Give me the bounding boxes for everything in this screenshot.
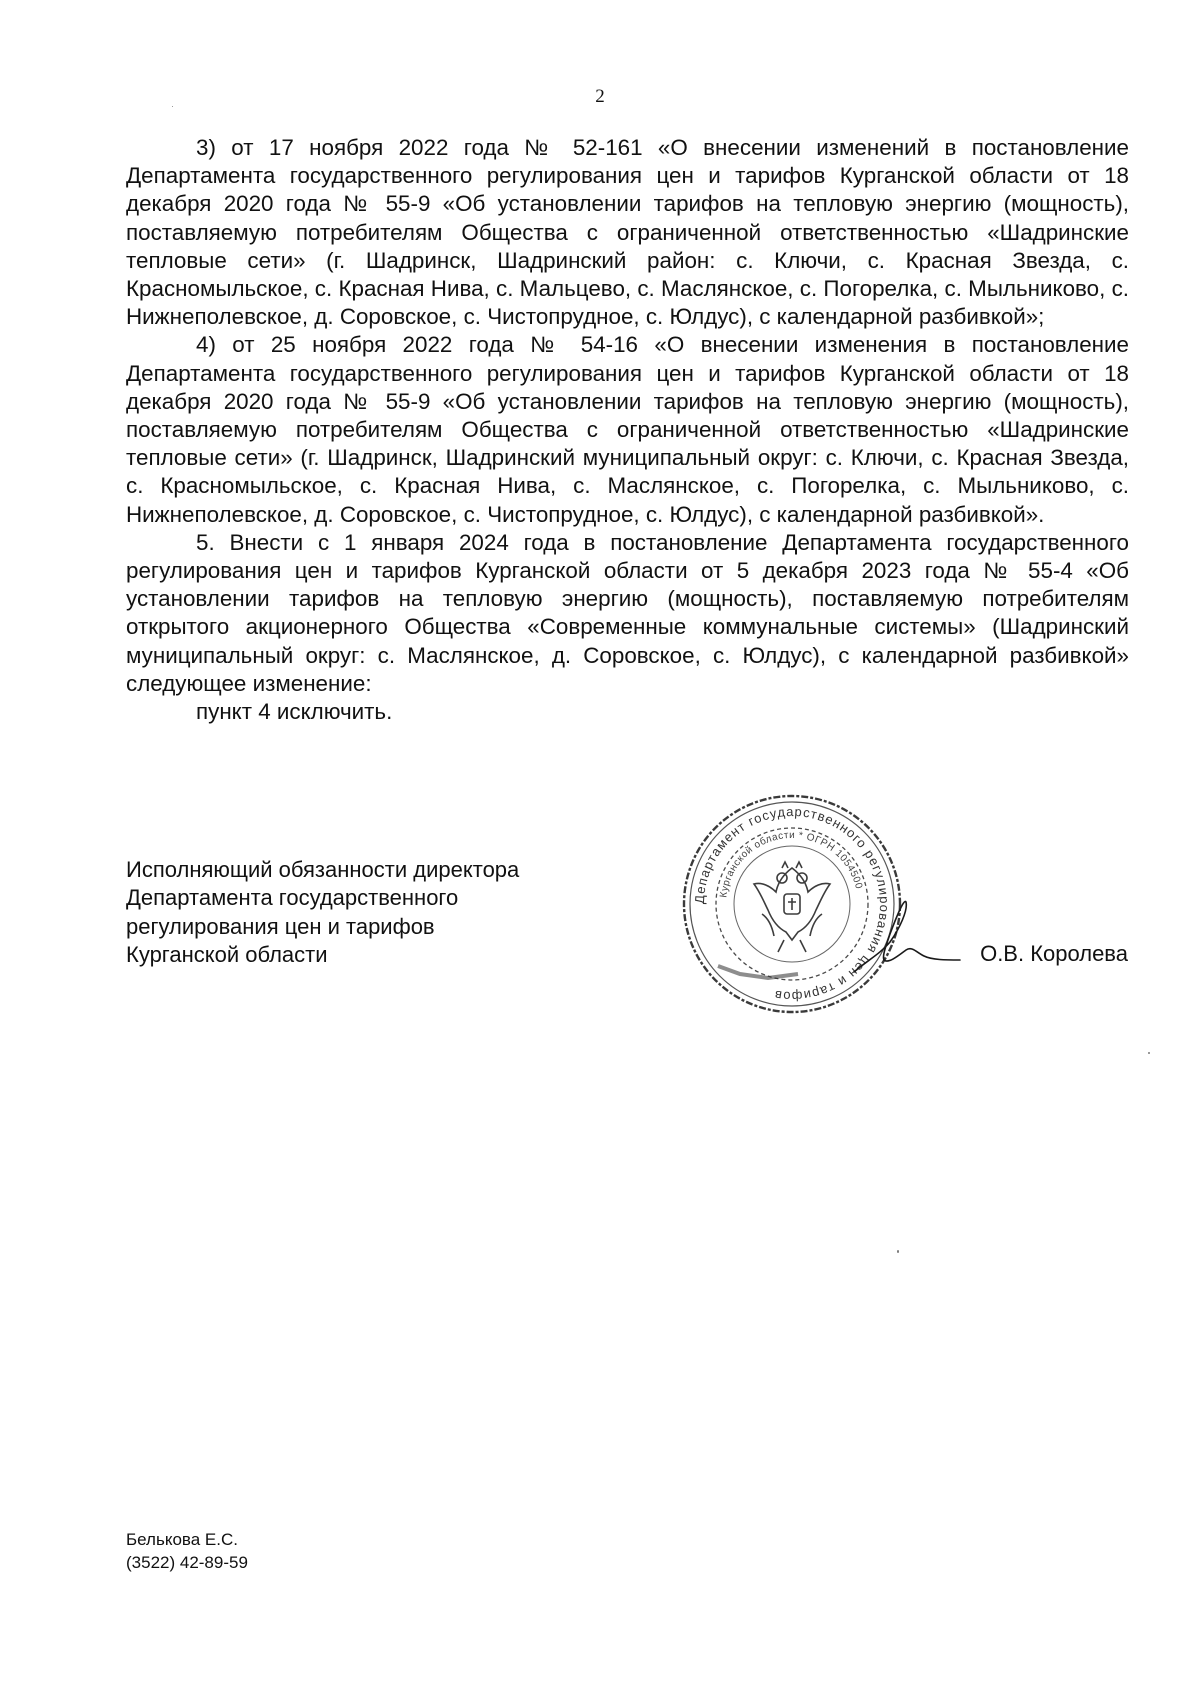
signatory-name: О.В. Королева: [980, 941, 1128, 966]
signature-block: [0, 790, 1200, 1020]
paragraph-item-4: 4) от 25 ноября 2022 года № 54-16 «О внесении изменения в постановление Департамента государственного регулирования цен и тарифов Курганской области от 18 декабря 2020 года № 55-9 «Об установлении тарифов на тепловую энергию (мощность), поставляемую потребителям Общества с ограниченной ответственностью «Шадринские тепловые сети» (г. Шадринск, Шадринский муниципальный округ: с. Ключи, с. Красная Звезда, с. Красномыльское, с. Красная Нива, с. Маслянское, с. Погорелка, с. Мыльниково, с. Нижнеполевское, д. Соровское, с. Чистопрудное, с. Юлдус), с календарной разбивкой».: [126, 332, 1129, 527]
paragraph-exclude-point-4: пункт 4 исключить.: [196, 699, 393, 725]
executor-contact: [126, 1529, 248, 1574]
executor-name: Белькова Е.С.: [126, 1530, 238, 1549]
scan-speck: [1148, 1052, 1150, 1054]
signatory-title-line: Исполняющий обязанности директора: [126, 857, 520, 882]
paragraph-point-5: 5. Внести с 1 января 2024 года в постановление Департамента государственного регулирования цен и тарифов Курганской области от 5 декабря 2023 года № 55-4 «Об установлении тарифов на тепловую энергию (мощность), поставляемую потребителям открытого акционерного Общества «Современные коммунальные системы» (Шадринский муниципальный округ: с. Маслянское, д. Соровское, с. Юлдус), с календарной разбивкой» следующее изменение:: [126, 529, 1129, 696]
handwritten-signature-icon: [850, 898, 962, 978]
document-body: [126, 134, 1129, 726]
signatory-title: [126, 856, 626, 969]
paragraph-item-3: 3) от 17 ноября 2022 года № 52-161 «О внесении изменений в постановление Департамента государственного регулирования цен и тарифов Курганской области от 18 декабря 2020 года № 55-9 «Об установлении тарифов на тепловую энергию (мощность), поставляемую потребителям Общества с ограниченной ответственностью «Шадринские тепловые сети» (г. Шадринск, Шадринский район: с. Ключи, с. Красная Звезда, с. Красномыльское, с. Красная Нива, с. Мальцево, с. Маслянское, с. Погорелка, с. Мыльниково, с. Нижнеполевское, д. Соровское, с. Чистопрудное, с. Юлдус), с календарной разбивкой»;: [126, 135, 1129, 330]
scan-speck: [897, 1250, 899, 1253]
signatory-title-line: регулирования цен и тарифов: [126, 913, 435, 939]
signatory-title-line: Департамента государственного: [126, 885, 459, 911]
scan-speck: [172, 106, 173, 107]
executor-phone: (3522) 42-89-59: [126, 1552, 248, 1572]
double-headed-eagle-icon: [754, 862, 830, 952]
signatory-title-line: Курганской области: [126, 941, 328, 967]
seal-inner-text: Курганской области * ОГРН 1054500: [718, 829, 865, 899]
page-number: 2: [595, 86, 605, 107]
seal-outer-text: Департамент государственного регулирования цен и тарифов: [691, 803, 893, 1005]
